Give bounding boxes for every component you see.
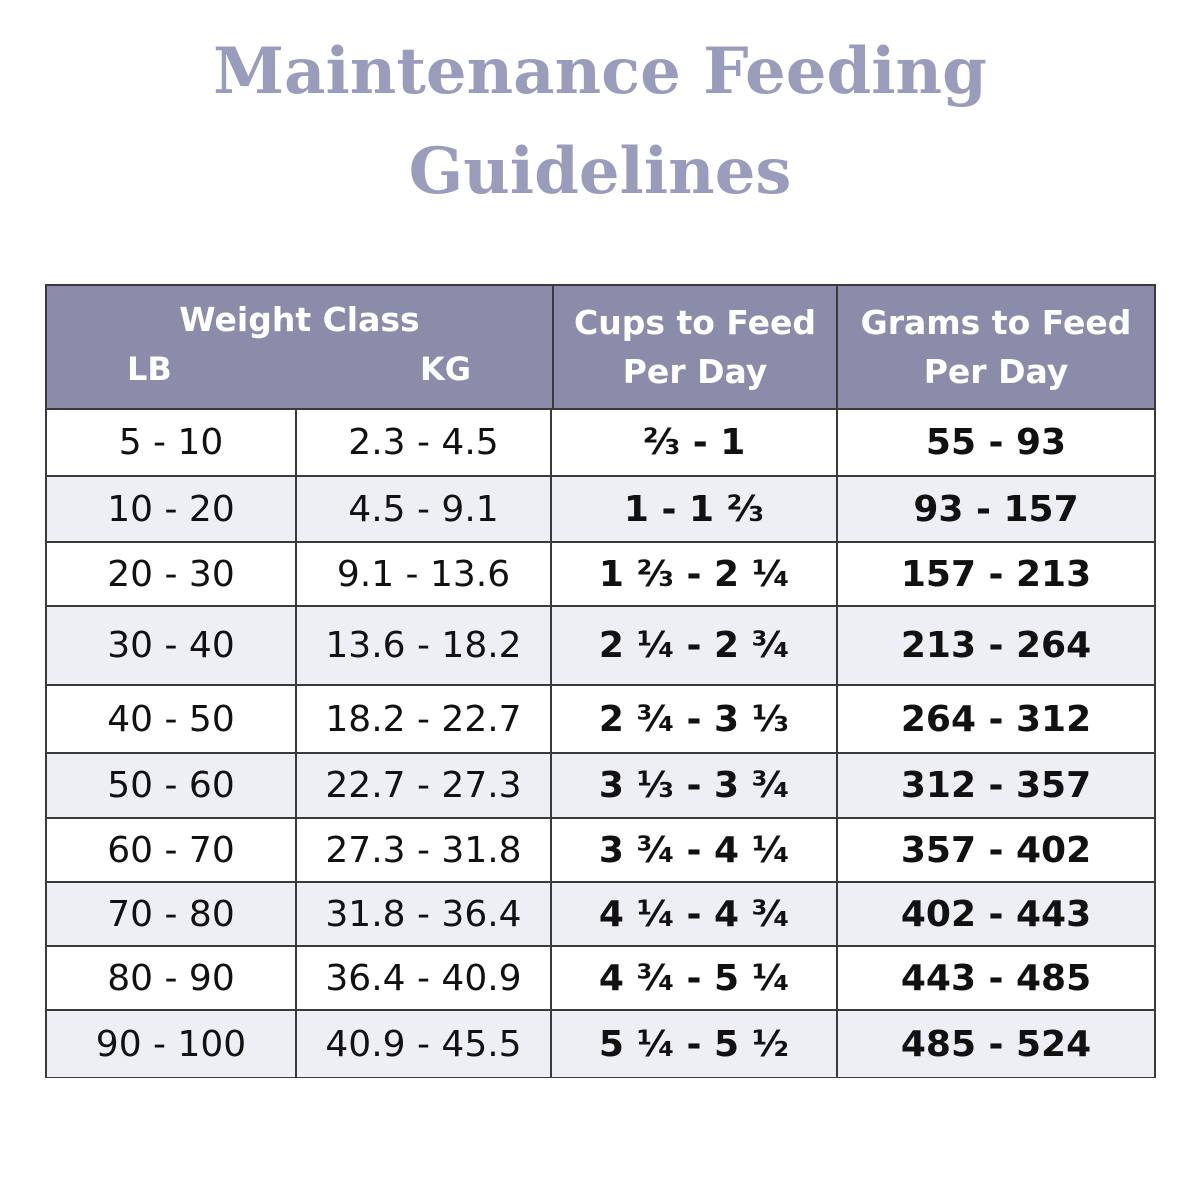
grams-cell: 55 - 93 bbox=[925, 422, 1067, 463]
grams-cell: 157 - 213 bbox=[900, 553, 1092, 595]
cups-cell: 3 ¹⁄₃ - 3 ³⁄₄ bbox=[552, 754, 838, 817]
table-row bbox=[47, 477, 1154, 543]
page-title bbox=[0, 22, 1200, 222]
lb-cell: 70 - 80 bbox=[47, 883, 297, 945]
grams-cell: 93 - 157 bbox=[913, 488, 1079, 530]
grams-cell: 485 - 524 bbox=[900, 1023, 1092, 1065]
grams-header bbox=[838, 286, 1154, 408]
title-line-2: Guidelines bbox=[408, 134, 792, 209]
lb-cell: 20 - 30 bbox=[47, 543, 297, 605]
weight-class-header bbox=[47, 286, 552, 408]
lb-cell: 60 - 70 bbox=[47, 819, 297, 881]
cups-cell: 4 ¹⁄₄ - 4 ³⁄₄ bbox=[552, 883, 838, 945]
kg-cell: 13.6 - 18.2 bbox=[297, 607, 552, 684]
kg-cell: 4.5 - 9.1 bbox=[297, 477, 552, 541]
cups-cell: 1 - 1 ²⁄₃ bbox=[552, 477, 838, 541]
feeding-table bbox=[45, 284, 1156, 1078]
table-row bbox=[47, 947, 1154, 1011]
grams-header-line-2: Per Day bbox=[923, 352, 1069, 391]
kg-cell: 36.4 - 40.9 bbox=[297, 947, 552, 1009]
lb-cell: 50 - 60 bbox=[47, 754, 297, 817]
cups-cell: 3 ³⁄₄ - 4 ¹⁄₄ bbox=[552, 819, 838, 881]
lb-cell: 90 - 100 bbox=[47, 1011, 297, 1077]
grams-cell: 213 - 264 bbox=[900, 625, 1092, 666]
table-row bbox=[47, 1011, 1154, 1077]
lb-cell: 10 - 20 bbox=[47, 477, 297, 541]
grams-cell: 443 - 485 bbox=[900, 957, 1092, 999]
cups-header-line-2: Per Day bbox=[622, 352, 768, 391]
kg-cell: 18.2 - 22.7 bbox=[297, 686, 552, 752]
cups-cell: 4 ³⁄₄ - 5 ¹⁄₄ bbox=[552, 947, 838, 1009]
kg-cell: 22.7 - 27.3 bbox=[297, 754, 552, 817]
grams-cell: 357 - 402 bbox=[900, 829, 1092, 871]
cups-cell: 2 ³⁄₄ - 3 ¹⁄₃ bbox=[552, 686, 838, 752]
table-row bbox=[47, 819, 1154, 883]
grams-cell: 312 - 357 bbox=[900, 765, 1092, 806]
lb-cell: 5 - 10 bbox=[47, 410, 297, 475]
lb-header: LB bbox=[127, 350, 172, 388]
kg-cell: 40.9 - 45.5 bbox=[297, 1011, 552, 1077]
cups-header-line-1: Cups to Feed bbox=[574, 303, 816, 342]
table-row bbox=[47, 883, 1154, 947]
lb-cell: 80 - 90 bbox=[47, 947, 297, 1009]
weight-class-label: Weight Class bbox=[179, 300, 420, 339]
kg-cell: 9.1 - 13.6 bbox=[297, 543, 552, 605]
table-row bbox=[47, 410, 1154, 477]
table-row bbox=[47, 607, 1154, 686]
cups-cell: 1 ²⁄₃ - 2 ¹⁄₄ bbox=[552, 543, 838, 605]
lb-cell: 30 - 40 bbox=[47, 607, 297, 684]
table-row bbox=[47, 754, 1154, 819]
lb-cell: 40 - 50 bbox=[47, 686, 297, 752]
table-header bbox=[47, 286, 1154, 410]
grams-cell: 402 - 443 bbox=[900, 893, 1092, 935]
table-row bbox=[47, 686, 1154, 754]
kg-cell: 27.3 - 31.8 bbox=[297, 819, 552, 881]
cups-cell: 2 ¹⁄₄ - 2 ³⁄₄ bbox=[552, 607, 838, 684]
kg-header: KG bbox=[420, 350, 472, 388]
title-line-1: Maintenance Feeding bbox=[213, 34, 987, 109]
grams-header-line-1: Grams to Feed bbox=[860, 303, 1132, 342]
kg-cell: 2.3 - 4.5 bbox=[297, 410, 552, 475]
cups-cell: 5 ¹⁄₄ - 5 ¹⁄₂ bbox=[552, 1011, 838, 1077]
grams-cell: 264 - 312 bbox=[900, 698, 1092, 740]
kg-cell: 31.8 - 36.4 bbox=[297, 883, 552, 945]
cups-header bbox=[554, 286, 836, 408]
table-row bbox=[47, 543, 1154, 607]
cups-cell: ²⁄₃ - 1 bbox=[552, 410, 838, 475]
